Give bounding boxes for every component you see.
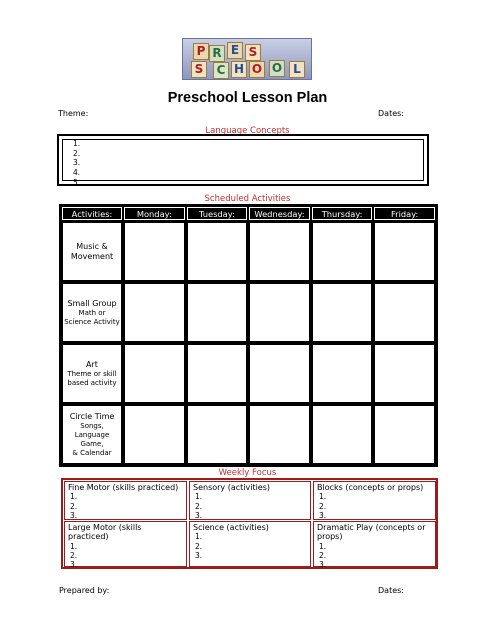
- theme-label: Theme:: [58, 109, 89, 118]
- list-item: 2.: [70, 501, 78, 511]
- focus-label: Blocks (concepts or props): [317, 483, 424, 492]
- list-item: 3.: [319, 560, 327, 570]
- logo-block: O: [269, 60, 285, 77]
- focus-label: Fine Motor (skills practiced): [68, 483, 179, 492]
- list-item[interactable]: 3.: [73, 158, 81, 168]
- activity-title-line2: Movement: [70, 251, 114, 261]
- plan-cell[interactable]: [124, 283, 185, 342]
- column-header-thursday: Thursday:: [312, 207, 373, 220]
- list-item: 1.: [319, 492, 327, 502]
- activity-subtitle: Language: [74, 430, 110, 439]
- activity-small-group: [62, 283, 122, 342]
- logo-block: S: [191, 61, 207, 78]
- preschool-logo-image: [182, 38, 312, 80]
- activity-subtitle: based activity: [67, 378, 117, 387]
- weekly-focus-cell-science[interactable]: [189, 521, 311, 567]
- activity-title: Art: [86, 359, 98, 369]
- weekly-focus-cell-dramatic-play[interactable]: [313, 521, 436, 570]
- activity-music-movement: [62, 222, 122, 281]
- list-item: 1.: [319, 541, 327, 551]
- plan-cell[interactable]: [312, 405, 373, 464]
- list-item[interactable]: 4.: [73, 168, 81, 178]
- activity-subtitle: Songs,: [80, 421, 104, 430]
- plan-cell[interactable]: [187, 222, 248, 281]
- activity-subtitle: Game,: [80, 439, 104, 448]
- plan-cell[interactable]: [124, 405, 185, 464]
- logo-block: C: [213, 62, 229, 79]
- activity-subtitle: Science Activity: [64, 317, 120, 326]
- column-header-tuesday: Tuesday:: [187, 207, 248, 220]
- plan-cell[interactable]: [124, 344, 185, 403]
- focus-label: Sensory (activities): [193, 483, 271, 492]
- activity-art: [62, 344, 122, 403]
- plan-cell[interactable]: [249, 405, 310, 464]
- list-item: 2.: [319, 550, 327, 560]
- activity-title: Small Group: [67, 298, 117, 308]
- logo-block: R: [209, 45, 225, 62]
- list-item: 1.: [70, 541, 78, 551]
- table-row: [62, 283, 435, 342]
- plan-cell[interactable]: [249, 283, 310, 342]
- table-header-row: [62, 207, 435, 220]
- weekly-focus-cell-blocks[interactable]: [313, 481, 436, 520]
- list-item[interactable]: 2.: [73, 148, 81, 158]
- plan-cell[interactable]: [187, 405, 248, 464]
- list-item: 2.: [195, 501, 203, 511]
- column-header-friday: Friday:: [374, 207, 435, 220]
- dates-label: Dates:: [378, 109, 404, 118]
- plan-cell[interactable]: [374, 222, 435, 281]
- logo-block: O: [249, 61, 265, 78]
- table-row: [62, 344, 435, 403]
- plan-cell[interactable]: [312, 222, 373, 281]
- weekly-focus-cell-sensory[interactable]: [189, 481, 311, 520]
- logo-block: P: [193, 43, 209, 60]
- column-header-wednesday: Wednesday:: [249, 207, 310, 220]
- logo-block: E: [227, 42, 243, 59]
- focus-label: Science (activities): [193, 523, 269, 532]
- focus-label: Large Motor (skills practiced): [68, 523, 142, 542]
- plan-cell[interactable]: [187, 344, 248, 403]
- logo-block: L: [289, 61, 305, 78]
- list-item[interactable]: 1.: [73, 139, 81, 148]
- list-item: 2.: [319, 501, 327, 511]
- list-item: 3.: [195, 510, 203, 520]
- list-item[interactable]: 5.: [73, 177, 81, 187]
- plan-cell[interactable]: [374, 405, 435, 464]
- activity-subtitle: & Calendar: [72, 448, 112, 457]
- plan-cell[interactable]: [124, 222, 185, 281]
- list-item: 3.: [70, 510, 78, 520]
- activity-subtitle: Math or: [78, 308, 106, 317]
- prepared-by-label: Prepared by:: [59, 586, 110, 595]
- logo-block: H: [231, 61, 247, 78]
- footer-dates-label: Dates:: [378, 586, 404, 595]
- activity-title: Music &: [76, 241, 108, 251]
- logo-block: S: [245, 44, 261, 61]
- list-item: 1.: [195, 532, 203, 542]
- plan-cell[interactable]: [374, 283, 435, 342]
- scheduled-activities-table: [59, 204, 438, 467]
- page-title: Preschool Lesson Plan: [167, 90, 328, 106]
- column-header-monday: Monday:: [124, 207, 185, 220]
- plan-cell[interactable]: [312, 283, 373, 342]
- list-item: 1.: [70, 492, 78, 502]
- table-row: [62, 222, 435, 281]
- weekly-focus-box: [61, 478, 438, 569]
- language-concepts-heading: Language Concepts: [205, 126, 290, 136]
- weekly-focus-heading: Weekly Focus: [218, 468, 277, 478]
- plan-cell[interactable]: [249, 344, 310, 403]
- activity-subtitle: Theme or skill: [67, 369, 117, 378]
- focus-label: Dramatic Play (concepts or props): [317, 523, 426, 542]
- list-item: 1.: [195, 492, 203, 502]
- list-item: 2.: [70, 550, 78, 560]
- list-item: 3.: [195, 550, 203, 560]
- plan-cell[interactable]: [374, 344, 435, 403]
- language-concepts-box: [57, 134, 429, 186]
- table-row: [62, 405, 435, 464]
- activity-title: Circle Time: [69, 411, 115, 421]
- plan-cell[interactable]: [187, 283, 248, 342]
- weekly-focus-cell-fine-motor[interactable]: [64, 481, 187, 520]
- column-header-activities: Activities:: [62, 207, 122, 220]
- language-concepts-list: [73, 139, 427, 188]
- list-item: 2.: [195, 541, 203, 551]
- plan-cell[interactable]: [249, 222, 310, 281]
- activity-circle-time: [62, 405, 122, 464]
- weekly-focus-cell-large-motor[interactable]: [64, 521, 187, 570]
- plan-cell[interactable]: [312, 344, 373, 403]
- list-item: 3.: [319, 510, 327, 520]
- list-item: 3.: [70, 560, 78, 570]
- scheduled-activities-heading: Scheduled Activities: [204, 194, 291, 204]
